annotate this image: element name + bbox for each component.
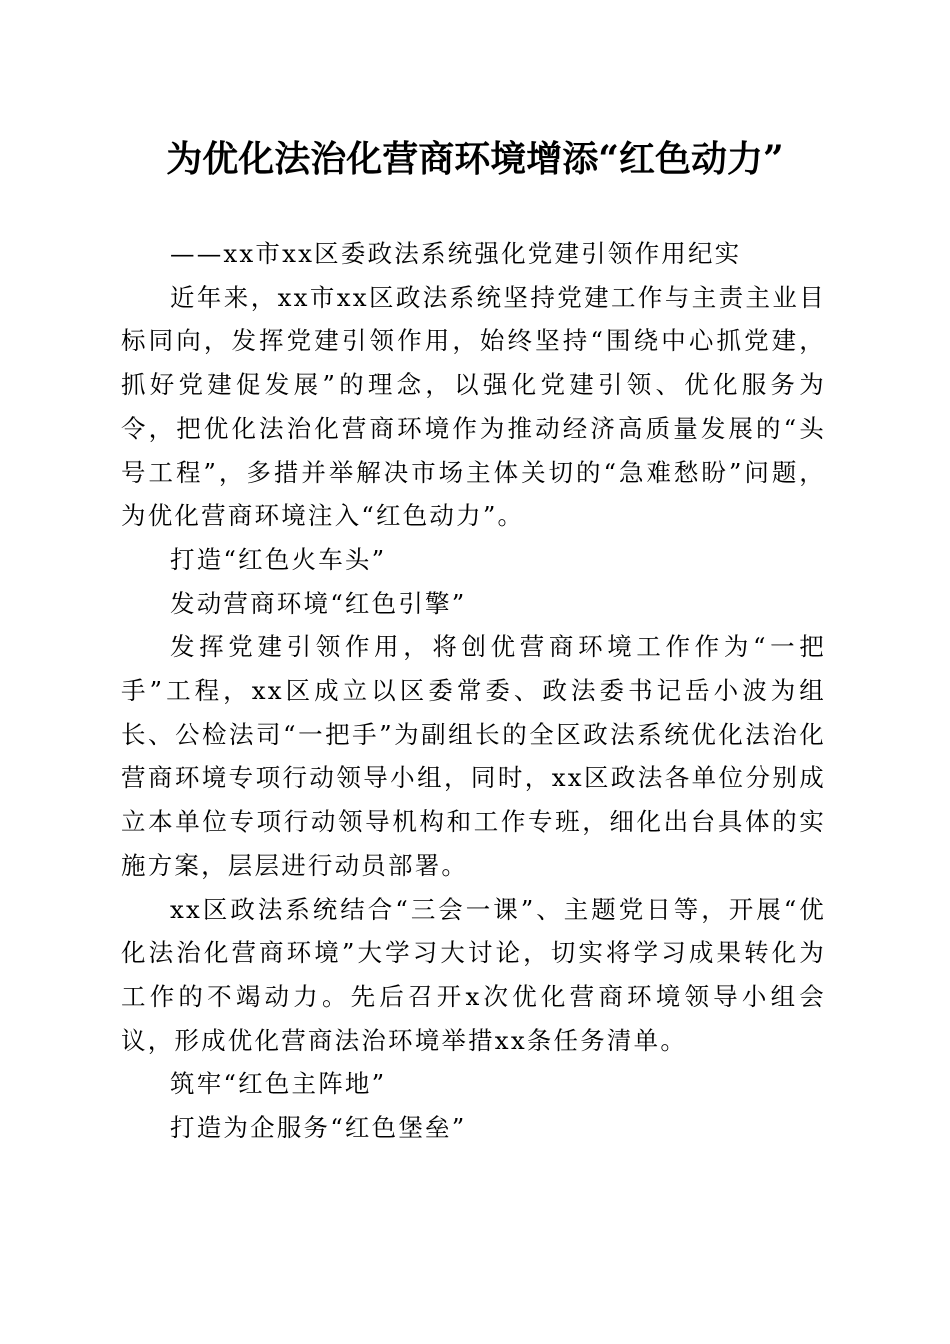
- section-subheading-1: 发动营商环境“红色引擎”: [170, 588, 467, 618]
- section-heading-1: 打造“红色火车头”: [170, 544, 387, 574]
- section-heading-2: 筑牢“红色主阵地”: [170, 1069, 387, 1099]
- subtitle: ——xx市xx区委政法系统强化党建引领作用纪实: [170, 239, 742, 268]
- paragraph-intro: 近年来，xx市xx区政法系统坚持党建工作与主责主业目标同向，发挥党建引领作用，始终坚持“围绕中心抓党建，抓好党建促发展”的理念，以强化党建引领、优化服务为令，把优化法治化营商环境作为推动经济高质量发展的“头号工程”，多措并举解决市场主体关切的“急难愁盼”问题，为优化营商环境注入“红色动力”。: [121, 282, 826, 531]
- document-body: [121, 232, 826, 1150]
- paragraph-leadership-group: 发挥党建引领作用，将创优营商环境工作作为“一把手”工程，xx区成立以区委常委、政法委书记岳小波为组长、公检法司“一把手”为副组长的全区政法系统优化法治化营商环境专项行动领导小组，同时，xx区政法各单位分别成立本单位专项行动领导机构和工作专班，细化出台具体的实施方案，层层进行动员部署。: [121, 632, 826, 880]
- section-subheading-2: 打造为企服务“红色堡垒”: [170, 1113, 467, 1143]
- document-title: 为优化法治化营商环境增添“红色动力”: [166, 138, 784, 180]
- paragraph-study-discussion: xx区政法系统结合“三会一课”、主题党日等，开展“优化法治化营商环境”大学习大讨论，切实将学习成果转化为工作的不竭动力。先后召开x次优化营商环境领导小组会议，形成优化营商法治环境举措xx条任务清单。: [121, 894, 826, 1055]
